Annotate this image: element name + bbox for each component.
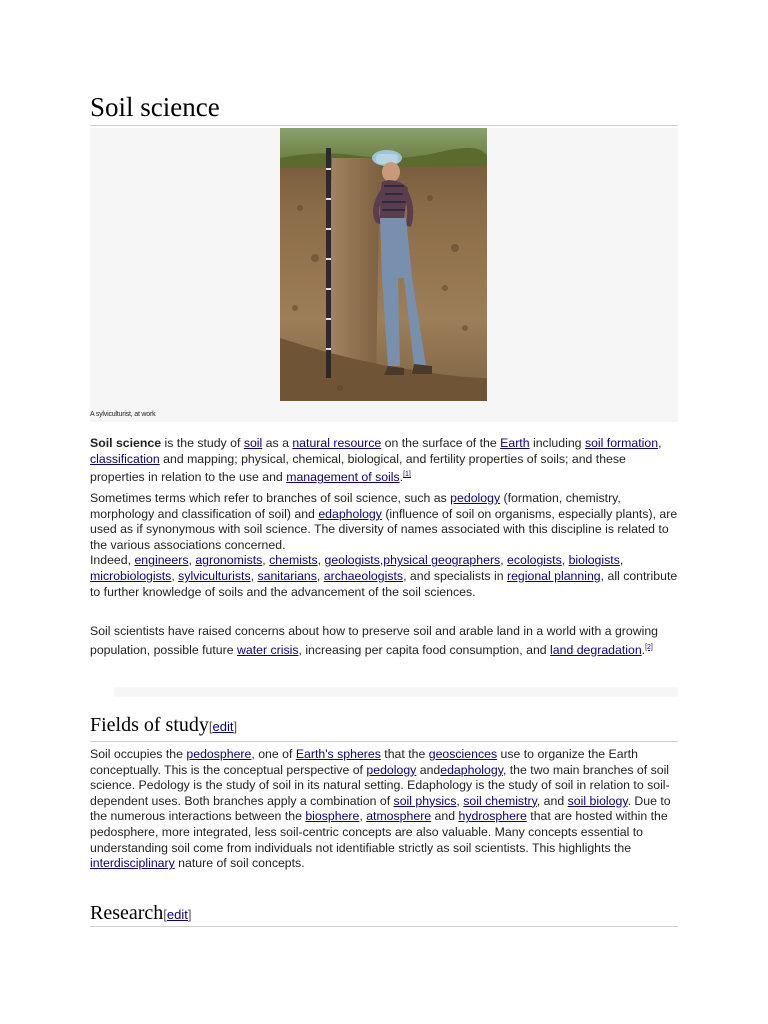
text: , all contribute to further knowledge of soils and the advancement of the soil sciences. [90, 568, 678, 599]
section-divider [90, 741, 678, 742]
bracket: [ [208, 719, 213, 734]
link-management-of-soils[interactable]: management of soils [286, 470, 400, 485]
text: , and specialists in [403, 568, 507, 583]
link-interdisciplinary[interactable]: interdisciplinary [90, 856, 175, 871]
link-pedology[interactable]: pedology [450, 491, 501, 505]
soil-profile-photo[interactable] [280, 128, 487, 401]
link-edaphology[interactable]: edaphology [440, 762, 503, 777]
link-pedology[interactable]: pedology [366, 762, 417, 777]
link-hydrosphere[interactable]: hydrosphere [458, 809, 527, 824]
bracket: ] [233, 719, 238, 734]
text: Sometimes terms which refer to branches of soil science, such as [90, 491, 451, 505]
link-natural-resource[interactable]: natural resource [292, 436, 382, 450]
text: is the study of [161, 436, 244, 450]
link-soil-physics[interactable]: soil physics [393, 793, 457, 808]
text: that the [380, 747, 429, 761]
text: , increasing per capita food consumption, and [298, 642, 551, 657]
text: , [561, 553, 569, 568]
link-pedosphere[interactable]: pedosphere [186, 747, 252, 761]
text: and [431, 809, 459, 824]
bracket: [ [163, 907, 167, 922]
text: . [399, 470, 404, 485]
section-separator [114, 687, 678, 697]
text: , [456, 793, 464, 808]
link-ecologists[interactable]: ecologists [507, 553, 562, 568]
link-biologists[interactable]: biologists [568, 553, 620, 568]
bracket: ] [187, 907, 192, 922]
link-sanitarians[interactable]: sanitarians [257, 568, 317, 583]
text: , [658, 436, 662, 450]
link-sylviculturists[interactable]: sylviculturists [178, 568, 251, 583]
reference-link[interactable]: [1] [403, 471, 411, 479]
link-soil-formation[interactable]: soil formation [584, 436, 659, 450]
branches-paragraph [90, 491, 678, 600]
link-regional-planning[interactable]: regional planning [506, 568, 601, 583]
fields-paragraph [90, 747, 678, 872]
intro-paragraph [90, 436, 678, 486]
text: , and [536, 793, 568, 808]
text: , [316, 568, 324, 583]
text: Soil scientists have raised concerns about how to preserve soil and arable land in a world with a growing population, possible future [90, 624, 659, 657]
text: and mapping; physical, chemical, biological, and fertility properties of soils; and these properties in relation to the use and [90, 451, 626, 485]
heading-text: Research [90, 902, 164, 924]
text: as a [262, 436, 293, 450]
link-land-degradation[interactable]: land degradation [550, 642, 642, 657]
heading-text: Fields of study [90, 714, 209, 736]
edit-section [163, 907, 191, 922]
link-water-crisis[interactable]: water crisis [236, 642, 299, 657]
lead-term: Soil science [90, 436, 162, 450]
reference-link[interactable]: [2] [645, 643, 653, 651]
text: , the two main branches of soil science. Pedology is the study of soil in its natural setting. Edaphology is the study of soil in relation to soil-dependent uses. Both branches apply a combination of [90, 762, 670, 808]
text: and [416, 762, 441, 777]
link-soil[interactable]: soil [243, 436, 263, 450]
text: , [359, 809, 367, 824]
section-heading-fields-of-study [90, 714, 237, 737]
text: use to organize the Earth conceptually. This is the conceptual perspective of [90, 747, 638, 777]
link-microbiologists[interactable]: microbiologists [90, 568, 172, 583]
text: , [262, 553, 270, 568]
text: , [500, 553, 508, 568]
text: (influence of soil on organisms, especially plants), are used as if synonymous with soil science. The diversity of names associated with this discipline is related to the various associations concerned. [90, 506, 678, 552]
link-chemists[interactable]: chemists [269, 553, 318, 568]
link-agronomists[interactable]: agronomists [195, 553, 263, 568]
link-edaphology[interactable]: edaphology [318, 506, 382, 521]
text: . [641, 642, 646, 657]
section-divider [90, 926, 678, 927]
text: , [188, 553, 196, 568]
text: Soil occupies the [90, 747, 187, 761]
text: on the surface of the [381, 436, 501, 450]
section-heading-research [90, 902, 192, 925]
link-earth[interactable]: Earth [500, 436, 530, 450]
text: nature of soil concepts. [174, 856, 305, 871]
link-soil-biology[interactable]: soil biology [567, 793, 628, 808]
title-divider [90, 125, 678, 126]
link-classification[interactable]: classification [90, 451, 160, 466]
text: (formation, chemistry, morphology and classification of soil) and [90, 491, 621, 521]
link-engineers[interactable]: engineers [134, 553, 189, 568]
figure [90, 128, 678, 422]
edit-link[interactable]: edit [212, 719, 234, 734]
page-title: Soil science [90, 92, 220, 122]
text: . Due to the numerous interactions between the [90, 793, 671, 824]
text: , [379, 553, 384, 568]
link-earths-spheres[interactable]: Earth's spheres [295, 747, 381, 761]
soil-profile-image [280, 128, 487, 401]
link-geosciences[interactable]: geosciences [428, 747, 498, 761]
edit-section [209, 719, 237, 734]
text: , [619, 553, 624, 568]
text: , [171, 568, 179, 583]
edit-link[interactable]: edit [166, 907, 188, 922]
link-physical-geographers[interactable]: physical geographers [383, 553, 501, 568]
link-biosphere[interactable]: biosphere [305, 809, 360, 824]
link-atmosphere[interactable]: atmosphere [366, 809, 432, 824]
text: , [317, 553, 325, 568]
text: Indeed, [90, 553, 135, 568]
text: , one of [251, 747, 296, 761]
figure-caption: A sylviculturist, at work [90, 411, 156, 418]
link-archaeologists[interactable]: archaeologists [323, 568, 404, 583]
link-soil-chemistry[interactable]: soil chemistry [463, 793, 537, 808]
link-geologists[interactable]: geologists [324, 553, 380, 568]
text: that are hosted within the pedosphere, more integrated, less soil-centric concepts are also valuable. Many concepts essential to understanding soil come from individuals not identifiable strictly as soil scientists. This highlights the [90, 809, 668, 855]
concerns-paragraph [90, 624, 678, 658]
text: , [250, 568, 258, 583]
text: including [529, 436, 585, 450]
